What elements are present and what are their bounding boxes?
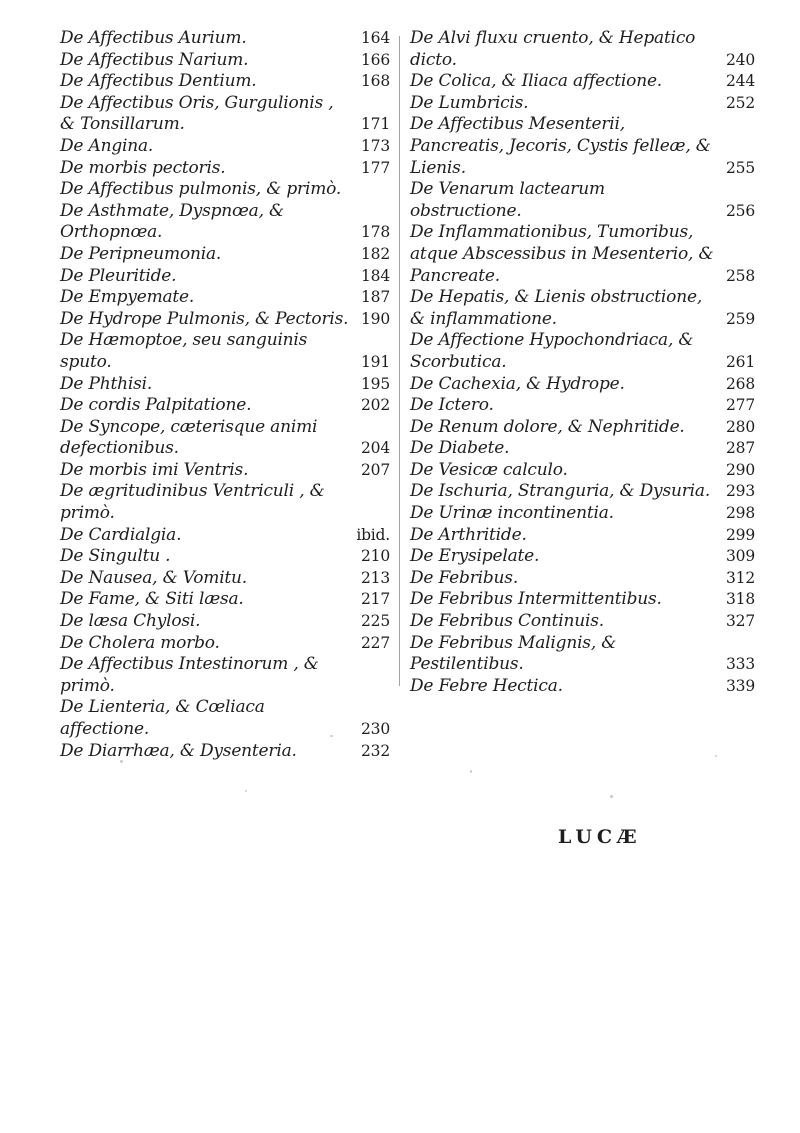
- index-entry: [60, 330, 390, 373]
- index-entry: [410, 395, 755, 417]
- entry-title: De Affectione Hypochondriaca, & Scorbutica.: [410, 330, 694, 372]
- entry-title: De Nausea, & Vomitu.: [60, 567, 248, 588]
- entry-page: 293: [726, 482, 755, 501]
- index-entry: [410, 93, 755, 115]
- index-entry: [60, 460, 390, 482]
- entry-page: 164: [361, 29, 390, 47]
- entry-title: De Affectibus Dentium.: [60, 71, 257, 92]
- entry-title: De Angina.: [60, 135, 154, 156]
- entry-title: De Cholera morbo.: [60, 632, 220, 653]
- index-entry: [410, 633, 755, 676]
- index-entry: [60, 179, 390, 244]
- entry-title: De Inflammationibus, Tumoribus, atque Abscessibus in Mesenterio, & Pancreate.: [410, 222, 714, 286]
- index-entry: [410, 28, 755, 71]
- index-entry: [60, 546, 390, 568]
- index-entry: [60, 93, 390, 136]
- entry-page: 178: [361, 223, 390, 242]
- entry-title: De morbis pectoris.: [60, 157, 226, 178]
- entry-title: De Diarrhæa, & Dysenteria.: [60, 740, 297, 761]
- entry-page: 187: [361, 288, 390, 307]
- index-column-left: [60, 28, 390, 762]
- entry-title: De Affectibus Oris, Gurgulionis , & Tonsillarum.: [60, 92, 334, 135]
- entry-page: 268: [726, 374, 755, 393]
- entry-page: 287: [726, 439, 755, 458]
- entry-title: De Affectibus Aurium.: [60, 28, 247, 48]
- index-entry: [410, 546, 755, 568]
- entry-page: 327: [726, 612, 755, 631]
- entry-page: 213: [361, 568, 390, 587]
- index-entry: [60, 481, 390, 524]
- index-entry: [410, 114, 755, 179]
- entry-title: De Alvi fluxu cruento, & Hepatico dicto.: [410, 28, 696, 70]
- entry-title: De Erysipelate.: [410, 546, 540, 567]
- entry-page: 190: [361, 309, 390, 328]
- entry-page: 202: [361, 396, 390, 415]
- entry-page: 232: [361, 741, 390, 760]
- entry-title: De Febribus Malignis, & Pestilentibus.: [410, 632, 617, 675]
- index-entry: [60, 50, 390, 72]
- entry-page: 256: [726, 201, 755, 220]
- index-entry: [60, 244, 390, 266]
- entry-page: 312: [726, 568, 755, 587]
- entry-page: 290: [726, 460, 755, 479]
- entry-title: De Peripneumonia.: [60, 243, 222, 264]
- ink-speck: [120, 760, 123, 763]
- entry-title: De Affectibus Mesenterii, Pancreatis, Jecoris, Cystis felleæ, & Lienis.: [410, 114, 711, 178]
- ink-speck: [715, 755, 717, 757]
- entry-page: 195: [361, 374, 390, 393]
- entry-title: De Venarum lactearum obstructione.: [410, 179, 605, 221]
- entry-title: De Febribus Continuis.: [410, 611, 604, 632]
- entry-page: 184: [361, 266, 390, 285]
- entry-title: De cordis Palpitatione.: [60, 395, 252, 416]
- index-entry: [60, 654, 390, 697]
- index-entry: [410, 676, 755, 698]
- entry-title: De Ictero.: [410, 395, 494, 416]
- index-entry: [60, 417, 390, 460]
- entry-title: De Ischuria, Stranguria, & Dysuria.: [410, 481, 711, 502]
- entry-title: De Pleuritide.: [60, 265, 177, 286]
- entry-title: De læsa Chylosi.: [60, 611, 201, 632]
- ink-speck: [245, 790, 247, 792]
- entry-title: De Cardialgia.: [60, 524, 182, 545]
- index-entry: [60, 395, 390, 417]
- entry-title: De Diabete.: [410, 438, 510, 459]
- index-entry: [60, 158, 390, 180]
- entry-page: 299: [726, 525, 755, 544]
- entry-title: De Febribus.: [410, 567, 519, 588]
- entry-page: 240: [726, 50, 755, 69]
- index-entry: [60, 28, 390, 50]
- entry-page: 225: [361, 612, 390, 631]
- entry-title: De Febribus Intermittentibus.: [410, 589, 662, 610]
- entry-title: De Urinæ incontinentia.: [410, 503, 614, 524]
- entry-page: 227: [361, 633, 390, 652]
- entry-title: De Arthritide.: [410, 524, 527, 545]
- entry-page: 177: [361, 158, 390, 177]
- entry-title: De Renum dolore, & Nephritide.: [410, 416, 685, 437]
- index-entry: [410, 525, 755, 547]
- entry-title: De Affectibus Intestinorum , & primò.: [60, 654, 319, 696]
- entry-page: 191: [361, 352, 390, 371]
- entry-page: 204: [361, 439, 390, 458]
- index-entry: [410, 222, 755, 287]
- entry-page: 261: [726, 352, 755, 371]
- index-entry: [410, 287, 755, 330]
- entry-title: De Vesicæ calculo.: [410, 459, 568, 480]
- entry-title: De Syncope, cæterisque animi defectionibus.: [60, 416, 318, 459]
- index-entry: [60, 633, 390, 655]
- index-entry: [60, 741, 390, 763]
- entry-title: De Hæmoptoe, seu sanguinis sputo.: [60, 330, 308, 372]
- index-column-right: [410, 28, 755, 697]
- catchword: LUCÆ: [558, 826, 642, 848]
- entry-title: De Colica, & Iliaca affectione.: [410, 71, 663, 92]
- entry-title: De Fame, & Siti læsa.: [60, 589, 244, 610]
- index-entry: [60, 374, 390, 396]
- entry-title: De Cachexia, & Hydrope.: [410, 373, 625, 394]
- entry-title: De morbis imi Ventris.: [60, 459, 249, 480]
- index-entry: [60, 611, 390, 633]
- entry-page: 318: [726, 590, 755, 609]
- index-entry: [410, 179, 755, 222]
- entry-title: De Febre Hectica.: [410, 675, 563, 696]
- entry-page: 255: [726, 158, 755, 177]
- entry-title: De Singultu .: [60, 546, 171, 567]
- index-entry: [410, 438, 755, 460]
- entry-page: 309: [726, 547, 755, 566]
- entry-page: 168: [361, 72, 390, 91]
- index-entry: [60, 266, 390, 288]
- entry-page: 173: [361, 136, 390, 155]
- entry-page: 252: [726, 93, 755, 112]
- entry-title: De Phthisi.: [60, 373, 153, 394]
- entry-page: 217: [361, 590, 390, 609]
- entry-title: De Hepatis, & Lienis obstructione, & inflammatione.: [410, 287, 703, 329]
- entry-page: 277: [726, 396, 755, 415]
- ink-speck: [470, 770, 472, 773]
- entry-page: 182: [361, 244, 390, 263]
- entry-page: 207: [361, 460, 390, 479]
- entry-title: De Affectibus pulmonis, & primò. De Asthmate, Dyspnœa, & Orthopnœa.: [60, 179, 342, 243]
- index-entry: [410, 481, 755, 503]
- index-entry: [60, 525, 390, 547]
- entry-title: De Empyemate.: [60, 287, 195, 308]
- index-entry: [410, 503, 755, 525]
- index-entry: [410, 417, 755, 439]
- entry-page: 210: [361, 547, 390, 566]
- index-entry: [410, 460, 755, 482]
- index-entry: [410, 568, 755, 590]
- entry-title: De Affectibus Narium.: [60, 49, 249, 70]
- ink-speck: [330, 735, 333, 737]
- index-entry: [60, 71, 390, 93]
- index-entry: [60, 136, 390, 158]
- index-entry: [410, 611, 755, 633]
- column-divider: [399, 36, 400, 686]
- entry-page: 298: [726, 504, 755, 523]
- entry-page: 259: [726, 309, 755, 328]
- entry-title: De ægritudinibus Ventriculi , & primò.: [60, 481, 325, 524]
- index-entry: [60, 309, 390, 331]
- index-entry: [410, 71, 755, 93]
- entry-title: De Lumbricis.: [410, 92, 529, 113]
- index-entry: [60, 287, 390, 309]
- index-entry: [60, 568, 390, 590]
- entry-page: 244: [726, 72, 755, 91]
- entry-title: De Hydrope Pulmonis, & Pectoris.: [60, 308, 349, 329]
- entry-page: 166: [361, 50, 390, 69]
- index-entry: [60, 589, 390, 611]
- entry-page: 339: [726, 676, 755, 695]
- index-entry: [410, 330, 755, 373]
- index-entry: [410, 589, 755, 611]
- entry-page: 333: [726, 655, 755, 674]
- entry-page: 171: [361, 115, 390, 134]
- entry-page: 258: [726, 266, 755, 285]
- index-entry: [60, 697, 390, 740]
- entry-page: 230: [361, 720, 390, 738]
- entry-title: De Lienteria, & Cœliaca affectione.: [60, 697, 265, 739]
- index-entry: [410, 374, 755, 396]
- ink-speck: [610, 795, 613, 798]
- entry-page: ibid.: [356, 525, 390, 544]
- entry-page: 280: [726, 417, 755, 436]
